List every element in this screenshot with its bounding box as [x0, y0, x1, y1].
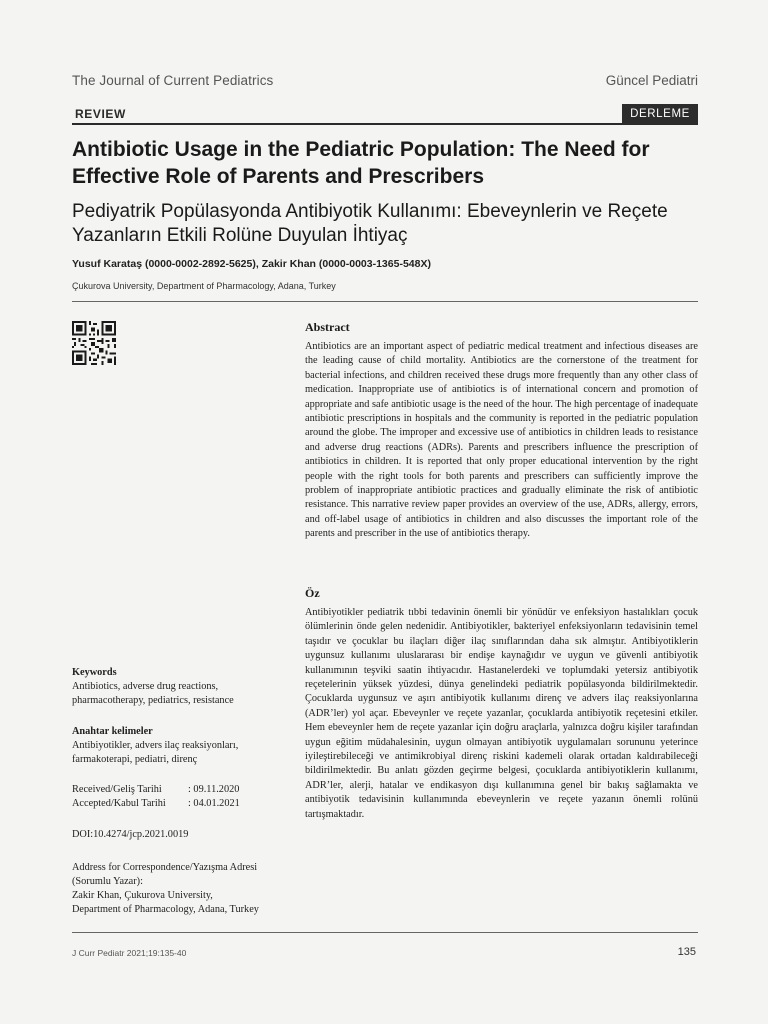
anahtar-text: Antibiyotikler, advers ilaç reaksiyonları, farmakoterapi, pediatri, direnç	[72, 740, 239, 765]
anahtar-block	[72, 725, 292, 767]
keywords-heading: Keywords	[72, 667, 117, 678]
page-number: 135	[677, 946, 696, 958]
address-line-3: Zakir Khan, Çukurova University,	[72, 890, 213, 901]
accepted-date: : 04.01.2021	[188, 798, 240, 809]
anahtar-heading: Anahtar kelimeler	[72, 726, 153, 737]
received-date: : 09.11.2020	[188, 784, 240, 795]
accepted-label: Accepted/Kabul Tarihi	[72, 798, 166, 809]
received-row	[72, 783, 292, 797]
abstract-heading: Abstract	[305, 320, 350, 334]
authors: Yusuf Karataş (0000-0002-2892-5625), Zakir Khan (0000-0003-1365-548X)	[72, 258, 431, 270]
oz-heading: Öz	[305, 586, 320, 600]
journal-title-tr: Güncel Pediatri	[605, 73, 698, 88]
doi: DOI:10.4274/jcp.2021.0019	[72, 829, 189, 840]
accepted-row	[72, 797, 292, 811]
section-label-en: REVIEW	[75, 107, 126, 121]
journal-title-en: The Journal of Current Pediatrics	[72, 73, 274, 88]
section-bar	[72, 104, 698, 124]
abstract-text: Antibiotics are an important aspect of pediatric medical treatment and infectious diseases are the leading cause of child mortality. Antibiotics are the cornerstone of the treatment for bacterial infections, and children received these drugs more frequently than any other class of medication. Inappropriate use of antibiotics is of international concern and promotion of appropriate and safe antibiotic usage is the need of the hour. The high percentage of inadequate antibiotic prescriptions in hospitals and the community is reported in the pediatric population around the globe. The improper and excessive use of antibiotics in children leads to resistance and adverse drug reactions (ADRs). Parents and prescribers influence the prescription of antibiotics in children. It is reported that only proper educational intervention by the right people with the right tools for both parents and prescribers can sufficiently improve the problem of inappropriate antibiotic practices and gradually eliminate the risk of antibiotic resistance. This narrative review paper provides an overview of the use, ADRs, allergy, errors, and off-label usage of antibiotics in children and also discusses the important role of the parents and prescriber in the use of antibiotics therapy.	[305, 341, 698, 540]
section-rule	[72, 123, 698, 125]
correspondence-block	[72, 861, 292, 917]
footer-citation: J Curr Pediatr 2021;19:135-40	[72, 948, 187, 958]
article-title-tr: Pediyatrik Popülasyonda Antibiyotik Kullanımı: Ebeveynlerin ve Reçete Yazanların Etkili Rolüne Duyulan İhtiyaç	[72, 201, 668, 246]
address-line-4: Department of Pharmacology, Adana, Turkey	[72, 904, 259, 915]
affiliation: Çukurova University, Department of Pharmacology, Adana, Turkey	[72, 281, 336, 291]
address-line-2: (Sorumlu Yazar):	[72, 876, 143, 887]
header-divider	[72, 301, 698, 302]
qr-code-icon	[72, 321, 116, 365]
keywords-block	[72, 666, 292, 708]
article-title-en: Antibiotic Usage in the Pediatric Population: The Need for Effective Role of Parents and Prescribers	[72, 138, 650, 188]
footer-divider	[72, 932, 698, 933]
received-label: Received/Geliş Tarihi	[72, 784, 162, 795]
section-label-tr: DERLEME	[622, 104, 698, 124]
keywords-text: Antibiotics, adverse drug reactions, pharmacotherapy, pediatrics, resistance	[72, 681, 234, 706]
oz-text: Antibiyotikler pediatrik tıbbi tedavinin önemli bir yönüdür ve enfeksiyon hastalıkları çocuk ölümlerinin önde gelen nedenidir. Antibiyotikler, bakteriyel enfeksiyonların tedavisinin temel taşıdır ve çocuklar bu ilaçları diğer ilaç sınıflarından daha sık almıştır. Antibiyotiklerin uygunsuz kullanımı uluslararası bir endişe kaynağıdır ve uygun ve güvenli antibiyotik kullanımının teşviki saatin ihtiyacıdır. Hastanelerdeki ve toplumdaki yetersiz antibiyotik reçetelerinin yüksek yüzdesi, dünya genelindeki pediatrik popülasyonda bildirilmektedir. Çocuklarda uygunsuz ve aşırı antibiyotik kullanımı direnç ve advers ilaç reaksiyonlarına (ADR’ler) yol açar. Ebeveynler ve reçete yazanlar, çocuklarda antibiyotik reçetesini etkiler. Hem ebeveynler hem de reçete yazanlar için doğru araçlarla, yalnızca doğru kişiler tarafından uygun eğitim müdahalesinin, uygun olmayan antibiyotik uygulamaları sorununu yeterince iyileştirebileceği ve antimikrobiyal direnç riskini kademeli olarak ortadan kaldırabileceği bildirilmektedir. Bu anlatı gözden geçirme belgesi, çocuklarda antibiyotiklerin kullanımı, ADR’ler, alerji, hatalar ve endikasyon dışı kullanımına genel bir bakış sağlamakta ve antibiyotik tedavisinin kullanımında ebeveynlerin ve reçete yazanın önemli rolünü tartışmaktadır.	[305, 607, 698, 820]
dates-block	[72, 783, 292, 811]
address-line-1: Address for Correspondence/Yazışma Adresi	[72, 862, 258, 873]
